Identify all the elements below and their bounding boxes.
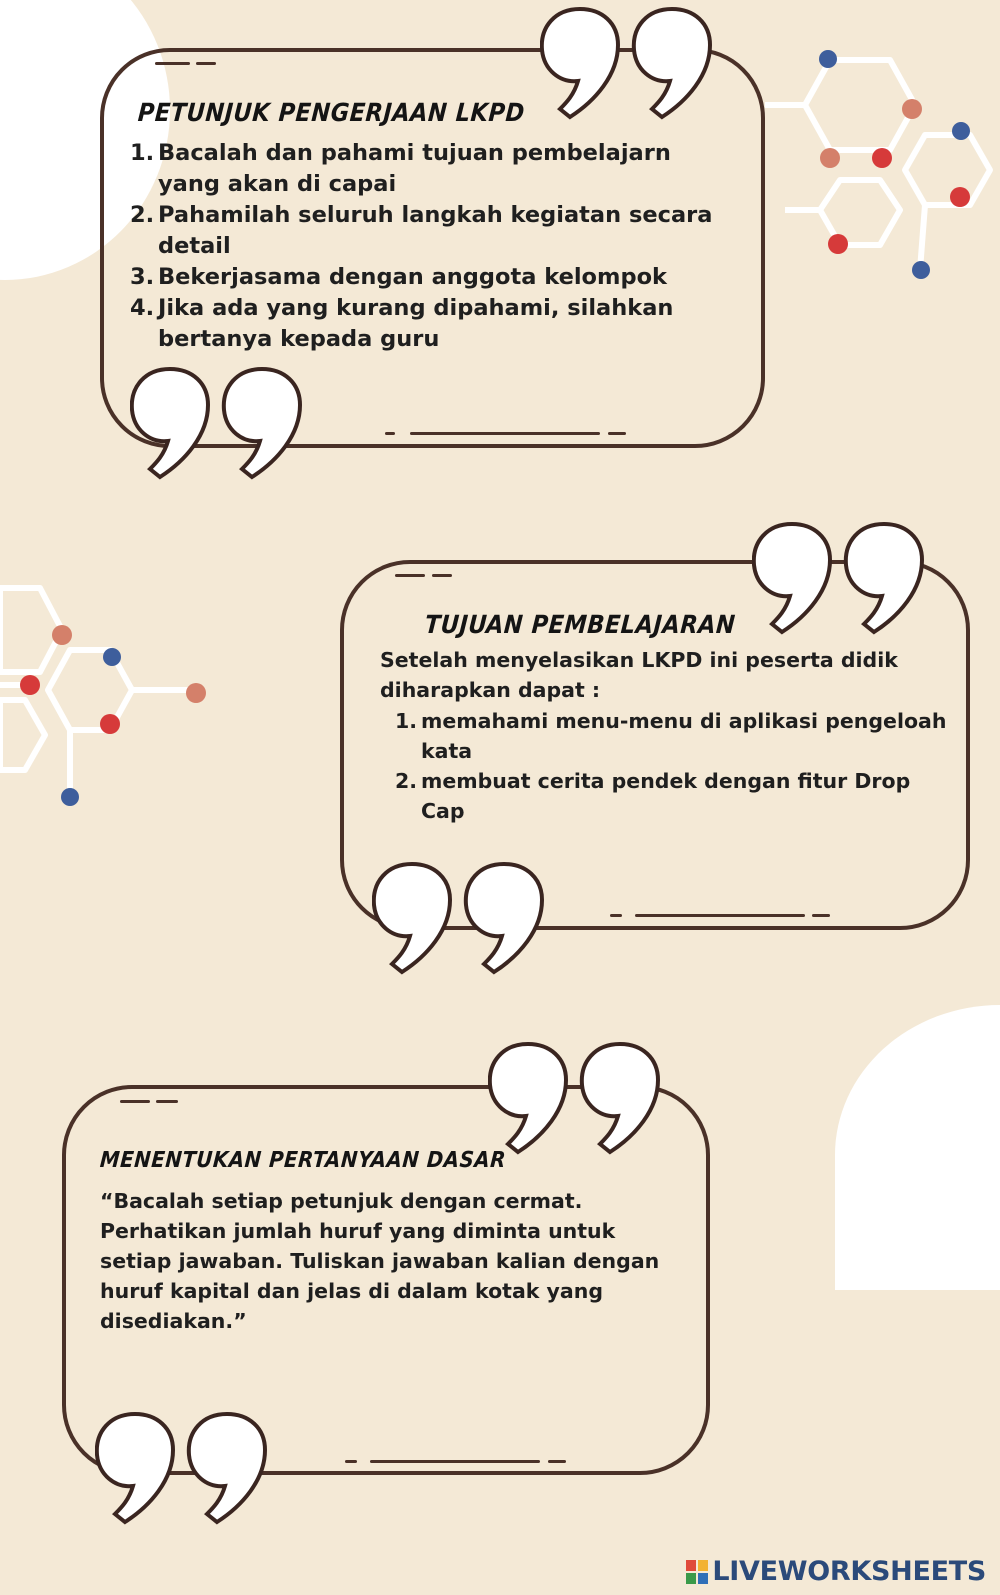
molecule-dot-orange xyxy=(186,683,206,703)
card-dash-decoration xyxy=(610,914,622,917)
card-dash-decoration xyxy=(155,62,190,65)
quote-mark-bottom-icon xyxy=(95,1410,285,1530)
card-dash-decoration xyxy=(120,1100,150,1103)
molecule-dot-blue xyxy=(912,261,930,279)
card-dash-decoration xyxy=(432,574,452,577)
card-dash-decoration xyxy=(395,574,425,577)
list-number: 2. xyxy=(130,202,155,228)
basic-questions-title: MENENTUKAN PERTANYAAN DASAR xyxy=(99,1148,507,1173)
learning-goals-title: TUJUAN PEMBELAJARAN xyxy=(423,610,737,639)
list-item xyxy=(395,766,955,826)
molecule-dot-orange xyxy=(902,99,922,119)
list-item-text: Bekerjasama dengan anggota kelompok xyxy=(158,264,667,290)
blob-right-flat-bottom xyxy=(835,1290,1000,1310)
quote-mark-top-icon xyxy=(752,520,942,640)
card-dash-decoration xyxy=(812,914,830,917)
list-item xyxy=(395,706,955,766)
molecule-decoration-top-right xyxy=(760,40,1000,290)
molecule-dot-red xyxy=(828,234,848,254)
molecule-dot-red xyxy=(950,187,970,207)
list-item-text: Jika ada yang kurang dipahami, silahkan bertanya kepada guru xyxy=(158,295,674,352)
card-dash-decoration xyxy=(635,914,805,917)
learning-goals-list xyxy=(395,706,955,826)
molecule-dot-red xyxy=(100,714,120,734)
molecule-dots xyxy=(819,50,970,279)
learning-goals-intro: Setelah menyelasikan LKPD ini peserta didik diharapkan dapat : xyxy=(380,648,898,702)
quote-mark-bottom-icon xyxy=(130,365,320,485)
list-number: 3. xyxy=(130,264,155,290)
list-item-text: Pahamilah seluruh langkah kegiatan secara detail xyxy=(158,202,713,259)
brand-name: LIVEWORKSHEETS xyxy=(712,1556,986,1587)
card-dash-decoration xyxy=(385,432,395,435)
list-number: 1. xyxy=(395,709,418,733)
list-number: 1. xyxy=(130,140,155,166)
molecule-dot-blue xyxy=(103,648,121,666)
list-item xyxy=(130,200,730,262)
list-number: 2. xyxy=(395,769,418,793)
quote-mark-top-icon xyxy=(540,5,730,125)
list-item-text: membuat cerita pendek dengan fitur Drop Cap xyxy=(421,769,911,823)
molecule-dot-orange xyxy=(820,148,840,168)
instructions-title: PETUNJUK PENGERJAAN LKPD xyxy=(136,98,526,127)
card-dash-decoration xyxy=(608,432,626,435)
list-number: 4. xyxy=(130,295,155,321)
molecule-dot-orange xyxy=(52,625,72,645)
list-item xyxy=(130,138,730,200)
card-dash-decoration xyxy=(345,1460,357,1463)
quote-mark-bottom-icon xyxy=(372,860,562,980)
molecule-dot-blue xyxy=(952,122,970,140)
quote-mark-top-icon xyxy=(488,1040,678,1160)
card-dash-decoration xyxy=(548,1460,566,1463)
molecule-dot-blue xyxy=(819,50,837,68)
card-dash-decoration xyxy=(370,1460,540,1463)
card-dash-decoration xyxy=(156,1100,178,1103)
card-dash-decoration xyxy=(410,432,600,435)
card-dash-decoration xyxy=(196,62,216,65)
basic-questions-text: “Bacalah setiap petunjuk dengan cermat. Perhatikan jumlah huruf yang diminta untuk setiap jawaban. Tuliskan jawaban kalian dengan huruf kapital dan jelas di dalam kotak yang disediakan.” xyxy=(100,1189,660,1333)
molecule-dot-red xyxy=(20,675,40,695)
list-item-text: Bacalah dan pahami tujuan pembelajarn yang akan di capai xyxy=(158,140,671,197)
molecule-dot-red xyxy=(872,148,892,168)
list-item-text: memahami menu-menu di aplikasi pengeloah kata xyxy=(421,709,947,763)
corner-blob-right xyxy=(835,1005,1000,1305)
instructions-list xyxy=(130,138,730,355)
molecule-dot-blue xyxy=(61,788,79,806)
list-item xyxy=(130,293,730,355)
liveworksheets-logo-icon xyxy=(686,1560,708,1584)
liveworksheets-logo[interactable] xyxy=(686,1556,986,1587)
molecule-decoration-left xyxy=(0,580,220,820)
list-item xyxy=(130,262,730,293)
